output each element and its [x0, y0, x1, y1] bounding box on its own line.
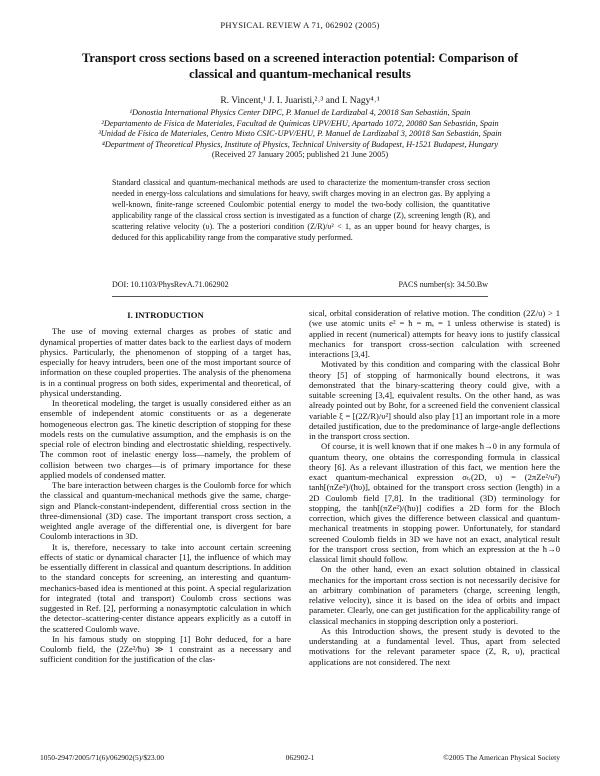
right-paragraph-2: Motivated by this condition and comparing with the classical Bohr theory [5] of stopping of harmonically bound electrons, it was demonstrated that the binary-scattering theory could give, with a suitable screening [3,4], equivalent results. On the other hand, as was already pointed out by Bohr, for a screened field the convenient classical variable ξ = [(2Z/R)/υ²] should also play [1] an important role in a more detailed justification, due to the predominance of large-angle deflections in the transport cross section.	[309, 359, 560, 441]
abstract-divider	[112, 296, 488, 297]
left-paragraph-4: It is, therefore, necessary to take into account certain screening effects of static or dynamical character [1], the influence of which may be essentially different in classical and quantum descriptions. In addition to the standard concepts for screening, an interesting and quantum-mechanics-based idea is mentioned at this point. A special regularization for integrated (total and transport) Coulomb cross sections was suggested in Ref. [2], performing a nonasymptotic calculation in which the detector–scattering-center distance appears explicitly as a cutoff in the scattered Coulomb wave.	[40, 541, 291, 634]
right-paragraph-4: On the other hand, even an exact solution obtained in classical mechanics for the important cross section is not necessarily decisive for an arbitrary combination of parameters (charge, screening length, relative velocity), since it is based on the idea of orbits and impact parameter. Clearly, one can get justification for the applicability range of classical mechanics in stopping description only a posteriori.	[309, 564, 560, 626]
affiliations	[40, 108, 560, 161]
pacs-numbers: PACS number(s): 34.50.Bw	[398, 280, 488, 289]
article-title: Transport cross sections based on a screened interaction potential: Comparison of classical and quantum-mechanical results	[81, 51, 519, 81]
affiliation-1: ¹Donostia International Physics Center DIPC, P. Manuel de Lardizabal 4, 20018 San Sebastián, Spain	[129, 108, 471, 117]
footer-page-number: 062902-1	[285, 753, 315, 762]
received-date: (Received 27 January 2005; published 21 June 2005)	[211, 150, 389, 160]
right-paragraph-5: As this Introduction shows, the present study is devoted to the understanding at a fundamental level. Thus, apart from selected motivations for the relevant parameter space (Z, R, υ), practical applications are not considered. The next	[309, 625, 560, 667]
section-heading: I. INTRODUCTION	[127, 310, 204, 320]
right-paragraph-3: Of course, it is well known that if one makes ħ→0 in any formula of quantum theory, one obtains the corresponding formula in classical theory [6]. As a relevant illustration of this fact, we mention here the exact quantum-mechanical expression σₜᵣ(2D, υ) = (2πZe²/υ²) tanh[(πZe²)/(ħυ)], obtained for the transport cross section (length) in a 2D Coulomb field [7,8]. In the traditional (3D) terminology for stopping, the tanh[(πZe²)/(ħυ)] codifies a 2D form for the Bloch correction, which gives the difference between classical and quantum-mechanical treatments in stopping power. Unfortunately, for standard screened Coulomb fields in 3D we have not an exact, analytical result for the transport cross section, from which an expression at the ħ→0 classical limit should follow.	[309, 441, 560, 564]
affiliation-4: ⁴Department of Theoretical Physics, Institute of Physics, Technical University of Budapest, H-1521 Budapest, Hungary	[101, 139, 499, 149]
left-paragraph-2: In theoretical modeling, the target is usually considered either as an ensemble of independent atomic constituents or as a degenerate homogeneous electron gas. The kinetic description of stopping for these models rests on the cumulative assumption, and the emphasis is on the special role of electron binding and electrostatic shielding, respectively. The common root of inelastic energy loss—namely, the problem of collision between two charges—is of primary importance for these applied models of condensed matter.	[40, 398, 291, 480]
footer-issn: 1050-2947/2005/71(6)/062902(5)/$23.00	[40, 753, 164, 762]
doi: DOI: 10.1103/PhysRevA.71.062902	[112, 280, 229, 289]
left-paragraph-1: The use of moving external charges as probes of static and dynamical properties of matter dates back to the earliest days of modern physics. Particularly, the phenomenon of stopping of a target has, especially for heavy intruders, been one of the most important source of information on these coupled properties. The analysis of the phenomena is in a continual progress on both sides, experimental and theoretical, of physical understanding.	[40, 326, 291, 398]
affiliation-3: ³Unidad de Física de Materiales, Centro Mixto CSIC-UPV/EHU, P. Manuel de Lardizabal 3, 20018 San Sebastián, Spain	[98, 129, 502, 139]
footer-copyright: ©2005 The American Physical Society	[443, 753, 560, 762]
journal-header: PHYSICAL REVIEW A 71, 062902 (2005)	[220, 20, 380, 30]
author-list: R. Vincent,¹ J. I. Juaristi,²˒³ and I. Nagy⁴˒¹	[220, 96, 380, 106]
left-paragraph-5: In his famous study on stopping [1] Bohr deduced, for a bare Coulomb field, the (2Ze²/ħυ) ≫ 1 constraint as a necessary and sufficient condition for the justification of the clas-	[40, 633, 291, 665]
left-column	[40, 310, 291, 665]
right-paragraph-1: sical, orbital consideration of relative motion. The condition (2Z/υ) > 1 (we use atomic units e² = ħ = mₑ = 1 unless otherwise is stated) is applied in recent (numerical) attempts for heavy ions to justify classical mechanics for transport cross-section calculation with screened interactions [3,4].	[309, 308, 560, 359]
left-paragraph-3: The bare interaction between charges is the Coulomb force for which the classical and quantum-mechanical methods give the same, charge-sign and Planck-constant-independent, differential cross section in the three-dimensional (3D) case. The important transport cross section, a weighted angle average of the differential one, is divergent for bare Coulomb interactions in 3D.	[40, 480, 291, 542]
right-column	[309, 308, 560, 667]
abstract: Standard classical and quantum-mechanical methods are used to characterize the momentum-transfer cross section needed in energy-loss calculations and simulations for heavy, swift charges moving in an electron gas. By applying a well-known, finite-range screened Coulombic potential energy to model the two-body collision, the quantitative applicability range of the classical cross section is investigated as a function of charge (Z), screening length (R), and scattering relative velocity (υ). The a posteriori condition (Z/R)/υ² < 1, as an upper bound for heavy charges, is deduced for this applicability range from the comparative study performed.	[112, 178, 490, 242]
affiliation-2: ²Departamento de Física de Materiales, Facultad de Químicas UPV/EHU, Apartado 1072, 20080 San Sebastián, Spain	[101, 118, 499, 128]
